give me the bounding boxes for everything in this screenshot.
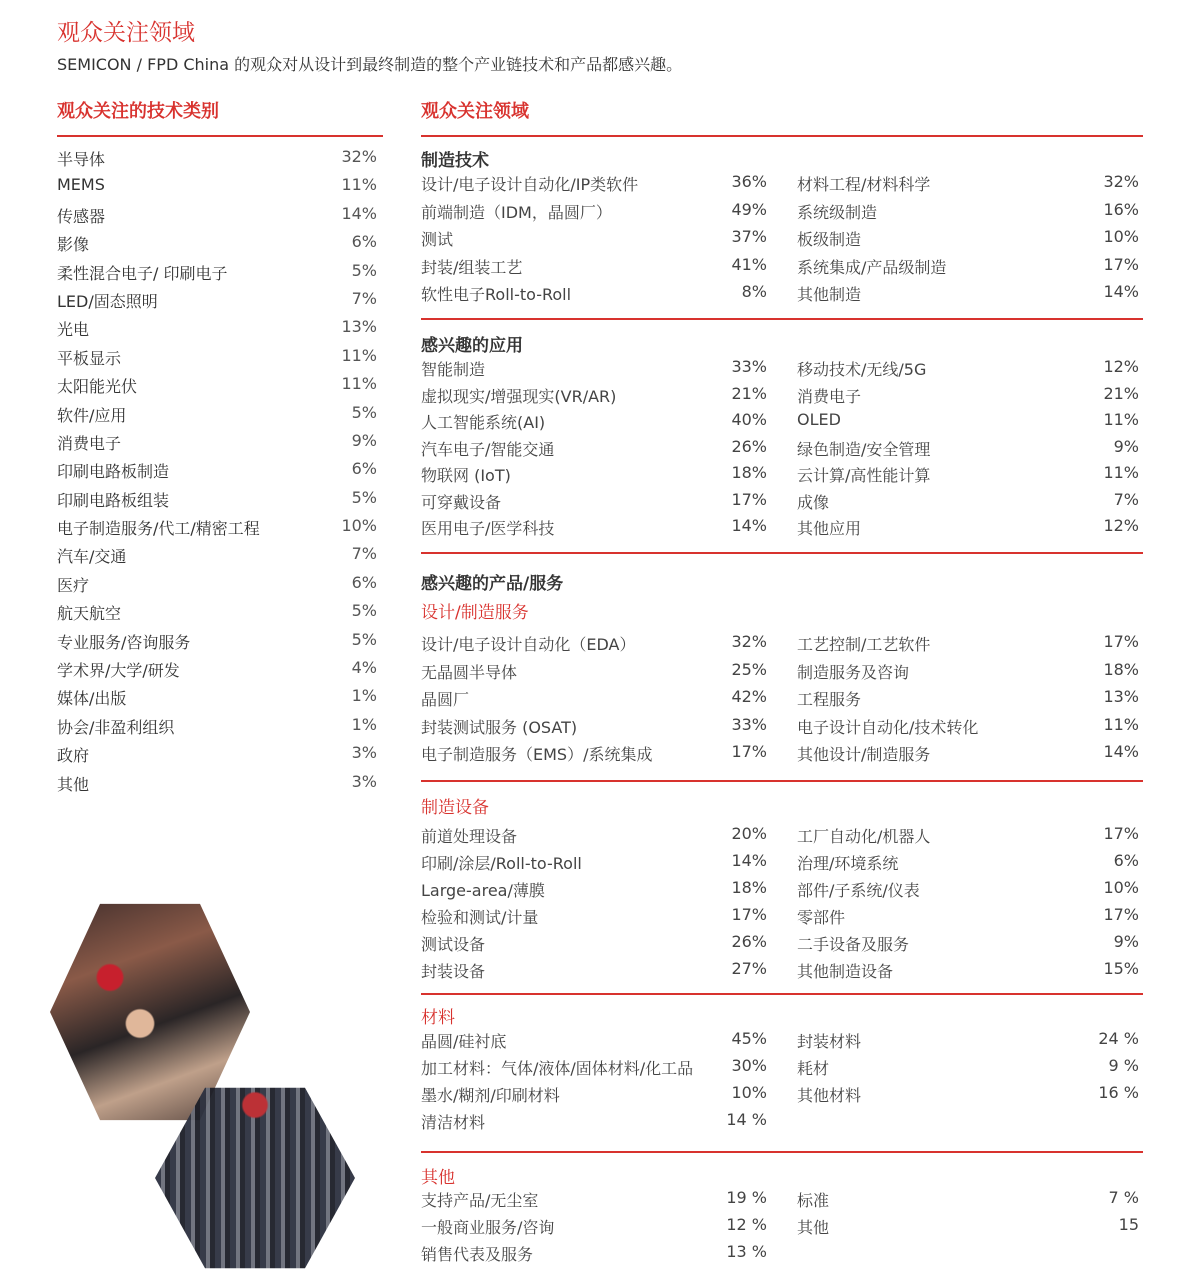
item-label: 医用电子/医学科技 [421,519,555,538]
item-percent: 21% [1103,383,1139,403]
list-item [57,285,379,313]
item-label: 其他设计/制造服务 [797,745,931,764]
item-label: LED/固态照明 [57,291,158,311]
item-label: 印刷/涂层/Roll-to-Roll [421,854,582,873]
item-percent: 9% [1113,932,1139,951]
item-label: 虚拟现实/增强现实(VR/AR) [421,386,617,406]
item-percent: 8% [741,282,767,301]
item-percent: 12 % [726,1215,767,1234]
item-percent: 11% [341,345,377,365]
page-subtitle: SEMICON / FPD China 的观众对从设计到最终制造的整个产业链技术和产品都感兴趣。 [57,55,683,74]
list-item [57,427,379,455]
table-row [421,687,1141,713]
item-percent: 10% [731,1083,767,1102]
item-label: 一般商业服务/咨询 [421,1218,555,1237]
item-label: 部件/子系统/仪表 [797,881,920,900]
item-percent: 25% [731,659,767,679]
table-row [421,824,1141,850]
right-heading: 观众关注领域 [421,101,529,122]
item-percent: 42% [731,687,767,706]
list-item [57,200,379,228]
table-row [421,959,1141,985]
item-percent: 10% [1103,878,1139,897]
item-label: 消费电子 [797,386,862,406]
table-row [421,1188,1141,1214]
rule-after-materials [421,1151,1143,1153]
item-label: 测试设备 [421,935,486,954]
table-row [421,227,1141,253]
item-percent: 14% [341,203,377,223]
item-label: 专业服务/咨询服务 [57,632,191,652]
table-row [421,1083,1141,1109]
item-label: 航天航空 [57,604,122,624]
item-percent: 17% [1103,905,1139,924]
table-row [421,1056,1141,1082]
item-percent: 15% [1103,959,1139,978]
item-label: 学术界/大学/研发 [57,661,180,681]
item-percent: 40% [731,410,767,429]
item-percent: 11% [341,374,377,394]
item-label: 医疗 [57,575,90,595]
item-percent: 14% [1103,282,1139,301]
item-percent: 20% [731,824,767,843]
item-label: 清洁材料 [421,1113,486,1132]
item-label: 工艺控制/工艺软件 [797,635,931,654]
item-label: 其他 [57,774,90,794]
item-label: 晶圆/硅衬底 [421,1032,507,1051]
item-label: 耗材 [797,1059,830,1078]
list-item [57,313,379,341]
list-item [57,711,379,739]
item-label: 光电 [57,320,90,340]
item-label: 无晶圆半导体 [421,662,518,682]
list-item [57,626,379,654]
item-label: 其他应用 [797,519,862,538]
item-label: OLED [797,410,841,429]
item-percent: 9 % [1108,1056,1139,1075]
rule-after-manufacturing-tech [421,318,1143,320]
item-percent: 7% [1113,489,1139,509]
item-label: 封装设备 [421,962,486,981]
item-percent: 27% [731,959,767,978]
item-label: 媒体/出版 [57,689,127,709]
item-label: 印刷电路板制造 [57,462,170,482]
item-label: 墨水/糊剂/印刷材料 [421,1086,560,1105]
item-percent: 11% [1103,463,1139,482]
item-label: 销售代表及服务 [421,1245,534,1264]
item-label: 测试 [421,230,454,249]
table-row [421,255,1141,281]
item-label: 设计/电子设计自动化（EDA） [421,635,636,654]
item-label: 软性电子Roll-to-Roll [421,285,572,304]
item-label: 可穿戴设备 [421,492,502,512]
item-percent: 21% [731,383,767,403]
item-percent: 7% [351,544,377,564]
item-percent: 30% [731,1056,767,1075]
item-label: 其他 [797,1218,830,1237]
item-label: 检验和测试/计量 [421,908,539,927]
item-label: 协会/非盈利组织 [57,717,175,737]
rule-after-equipment [421,993,1143,995]
list-item [57,399,379,427]
item-label: 治理/环境系统 [797,854,899,873]
item-label: 工厂自动化/机器人 [797,827,931,846]
section-title-products: 感兴趣的产品/服务 [421,574,564,594]
list-item [57,455,379,483]
list-item [57,654,379,682]
item-label: 半导体 [57,150,106,169]
item-label: 传感器 [57,206,106,226]
table-row [421,1215,1141,1241]
item-label: 板级制造 [797,230,862,249]
list-item [57,171,379,199]
item-percent: 9% [1113,436,1139,456]
table-row [421,200,1141,226]
item-percent: 41% [731,254,767,274]
item-percent: 5% [351,487,377,507]
item-percent: 49% [731,199,767,219]
item-percent: 1% [351,714,377,734]
item-label: 系统级制造 [797,202,878,222]
item-percent: 6% [1113,851,1139,870]
item-percent: 5% [351,402,377,422]
table-row [421,516,1141,542]
item-label: 设计/电子设计自动化/IP类软件 [421,175,639,194]
item-label: 物联网 (IoT) [421,466,511,485]
item-percent: 17% [1103,824,1139,843]
item-label: 电子设计自动化/技术转化 [797,717,979,737]
item-percent: 17% [731,489,767,509]
item-percent: 32% [341,147,377,166]
item-label: 二手设备及服务 [797,935,910,954]
item-percent: 16 % [1098,1083,1139,1102]
item-percent: 14% [1103,742,1139,761]
item-label: 支持产品/无尘室 [421,1191,539,1210]
item-percent: 33% [731,357,767,376]
item-percent: 9% [351,430,377,450]
item-label: 标准 [797,1191,830,1210]
item-label: 软件/应用 [57,405,127,425]
item-percent: 6% [351,459,377,479]
left-rule [57,135,383,137]
table-row [421,660,1141,686]
item-label: 其他制造设备 [797,962,894,981]
list-item [57,682,379,710]
item-label: 零部件 [797,908,846,927]
table-row [421,384,1141,410]
item-label: 前道处理设备 [421,827,518,846]
subsection-title-other: 其他 [421,1168,455,1188]
item-percent: 12% [1103,357,1139,376]
item-percent: 7% [351,288,377,308]
tech-category-list [57,143,379,796]
table-row [421,1242,1141,1268]
table-row [421,410,1141,436]
item-percent: 18% [731,878,767,897]
item-label: 消费电子 [57,433,122,453]
rule-after-design-services [421,780,1143,782]
item-label: 其他制造 [797,285,862,304]
item-percent: 13% [1103,687,1139,706]
item-percent: 17% [1103,632,1139,651]
item-percent: 14% [731,516,767,535]
item-percent: 26% [731,932,767,951]
table-row [421,905,1141,931]
list-item [57,143,379,171]
list-item [57,768,379,796]
item-percent: 17% [1103,254,1139,274]
list-item [57,569,379,597]
item-percent: 11% [341,175,377,195]
table-row [421,437,1141,463]
item-label: 其他材料 [797,1086,862,1105]
item-percent: 11% [1103,714,1139,734]
item-label: 印刷电路板组装 [57,490,170,510]
right-rule-top [421,135,1143,137]
item-percent: 32% [1103,172,1139,191]
table-row [421,742,1141,768]
item-percent: 14 % [726,1110,767,1129]
item-percent: 12% [1103,516,1139,535]
item-percent: 18% [731,463,767,482]
table-row [421,878,1141,904]
item-percent: 16% [1103,199,1139,219]
list-item [57,342,379,370]
item-label: MEMS [57,175,105,195]
item-percent: 45% [731,1029,767,1048]
table-row [421,632,1141,658]
item-percent: 37% [731,227,767,246]
subsection-title-equipment: 制造设备 [421,798,489,818]
item-label: 电子制造服务（EMS）/系统集成 [421,745,653,764]
item-label: 材料工程/材料科学 [797,175,931,194]
subsection-title-materials: 材料 [421,1008,455,1028]
table-row [421,490,1141,516]
item-percent: 32% [731,632,767,651]
item-label: 系统集成/产品级制造 [797,257,947,277]
list-item [57,257,379,285]
item-percent: 6% [351,572,377,592]
item-label: 柔性混合电子/ 印刷电子 [57,263,228,283]
item-percent: 5% [351,601,377,621]
item-percent: 3% [351,743,377,763]
item-label: 晶圆厂 [421,690,470,709]
item-label: 封装测试服务 (OSAT) [421,717,578,737]
table-row [421,463,1141,489]
list-item [57,370,379,398]
item-percent: 14% [731,851,767,870]
item-label: 智能制造 [421,360,486,379]
item-percent: 19 % [726,1188,767,1207]
table-row [421,1110,1141,1136]
item-percent: 26% [731,436,767,456]
item-label: 加工材料：气体/液体/固体材料/化工品 [421,1059,694,1078]
item-percent: 24 % [1098,1029,1139,1048]
list-item [57,540,379,568]
page-title: 观众关注领域 [57,20,195,46]
item-label: 移动技术/无线/5G [797,360,927,379]
rule-after-applications [421,552,1143,554]
table-row [421,357,1141,383]
list-item [57,739,379,767]
list-item [57,512,379,540]
item-label: 云计算/高性能计算 [797,466,931,485]
item-percent: 13% [341,317,377,337]
item-label: 绿色制造/安全管理 [797,439,931,459]
item-label: 人工智能系统(AI) [421,413,546,432]
item-label: 封装材料 [797,1032,862,1051]
item-label: 成像 [797,492,830,512]
item-percent: 15 [1118,1215,1139,1234]
item-percent: 4% [351,658,377,678]
table-row [421,282,1141,308]
item-label: 工程服务 [797,690,862,709]
subsection-title-design-services: 设计/制造服务 [421,603,529,623]
item-percent: 33% [731,714,767,734]
item-percent: 7 % [1108,1188,1139,1207]
table-row [421,1029,1141,1055]
table-row [421,172,1141,198]
section-title-manufacturing-tech: 制造技术 [421,151,489,171]
table-row [421,851,1141,877]
item-percent: 5% [351,629,377,649]
table-row [421,932,1141,958]
item-label: 封装/组装工艺 [421,257,523,277]
item-label: 前端制造（IDM，晶圆厂） [421,202,612,222]
item-percent: 13 % [726,1242,767,1261]
item-percent: 17% [731,905,767,924]
list-item [57,597,379,625]
item-percent: 1% [351,686,377,706]
item-label: 政府 [57,746,90,766]
section-title-applications: 感兴趣的应用 [421,336,523,356]
list-item [57,228,379,256]
item-percent: 36% [731,172,767,191]
item-label: 电子制造服务/代工/精密工程 [57,519,260,539]
item-percent: 10% [1103,227,1139,246]
item-percent: 5% [351,260,377,280]
item-percent: 11% [1103,410,1139,429]
item-label: 制造服务及咨询 [797,662,910,682]
item-label: Large-area/薄膜 [421,881,545,900]
item-percent: 18% [1103,659,1139,679]
table-row [421,715,1141,741]
item-label: 太阳能光伏 [57,377,138,397]
item-percent: 10% [341,516,377,536]
left-heading: 观众关注的技术类别 [57,101,219,122]
item-percent: 3% [351,771,377,791]
list-item [57,484,379,512]
item-percent: 6% [351,232,377,252]
item-label: 影像 [57,235,90,255]
item-label: 平板显示 [57,348,122,368]
item-percent: 17% [731,742,767,761]
item-label: 汽车/交通 [57,547,127,567]
item-label: 汽车电子/智能交通 [421,439,555,459]
